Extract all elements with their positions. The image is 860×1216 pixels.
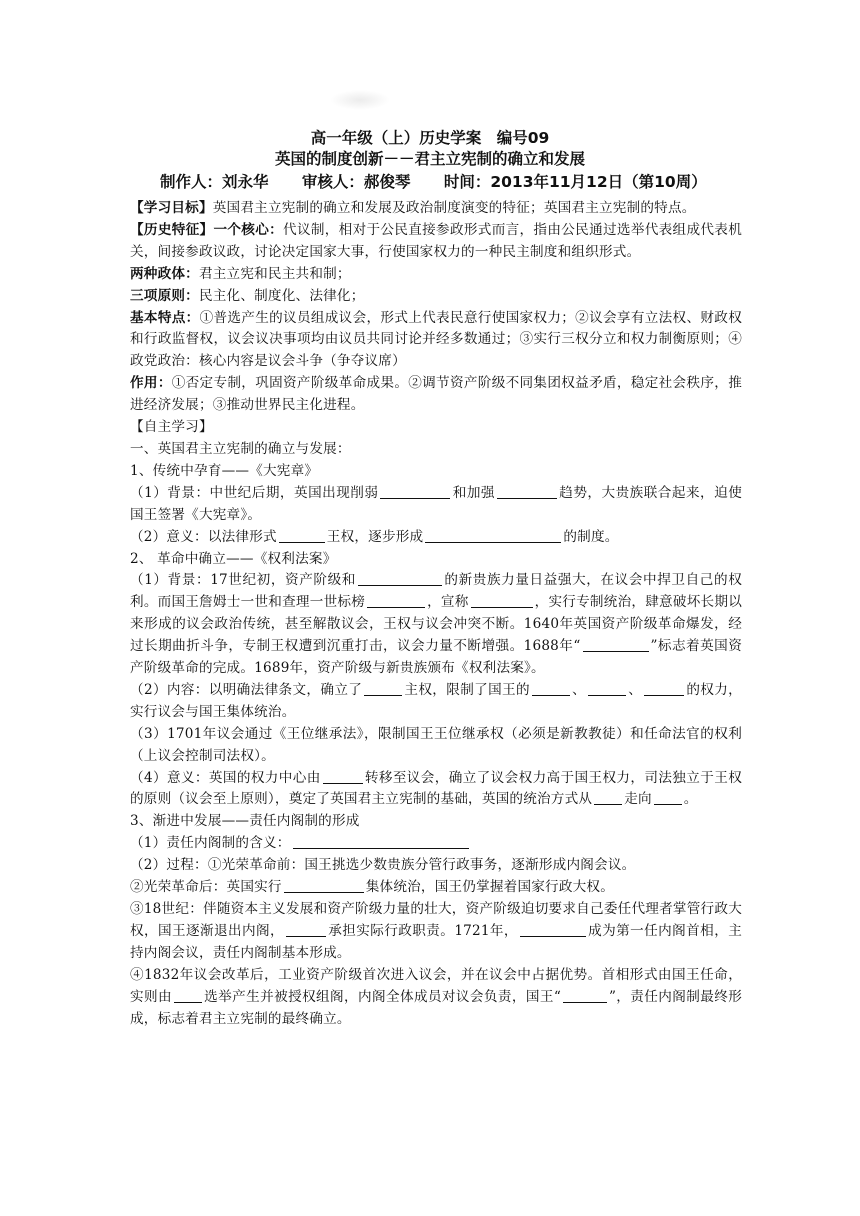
section-1-1-background: （1）背景：中世纪后期，英国出现削弱 和加强 趋势，大贵族联合起来，迫使国王签署《大宪章》。: [130, 484, 742, 523]
fill-blank[interactable]: [588, 681, 626, 696]
three-principles: 三项原则：民主化、制度化、法律化；: [130, 287, 365, 304]
fill-blank[interactable]: [380, 484, 450, 499]
learning-goals: 【学习目标】英国君主立宪制的确立和发展及政治制度演变的特征；英国君主立宪制的特点。: [130, 200, 696, 216]
fill-blank[interactable]: [497, 484, 557, 499]
section-1-3-meaning: （1）责任内阁制的含义：: [130, 833, 742, 855]
fill-blank[interactable]: [286, 922, 326, 937]
lesson-title: 英国的制度创新－－君主立宪制的确立和发展: [274, 150, 585, 168]
section-1-2-succession: （3）1701年议会通过《王位继承法》，限制国王王位继承权（必须是新教教徒）和任命法官的权利（上议会控制司法权）。: [130, 725, 742, 764]
scan-smudge: [330, 90, 390, 110]
fill-blank[interactable]: [471, 593, 533, 608]
basic-features: 基本特点：①普选产生的议员组成议会，形式上代表民意行使国家权力；②议会享有立法权、财政权和行政监督权，议会议决事项均由议员共同讨论并经多数通过；③实行三权分立和权力制衡原则；④政党政治：核心内容是议会斗争（争夺议席）: [130, 309, 743, 370]
self-study-label: 【自主学习】: [130, 419, 213, 436]
fill-blank[interactable]: [279, 528, 325, 543]
section-1-2-significance: （4）意义：英国的权力中心由 转移至议会，确立了议会权力高于国王权力，司法独立于王权的原则（议会至上原则），奠定了英国君主立宪制的基础，英国的统治方式从 走向 。: [130, 769, 742, 808]
fill-blank[interactable]: [532, 681, 570, 696]
section-1-1-heading: 1、传统中孕育——《大宪章》: [130, 462, 319, 479]
section-1-3-heading: 3、渐进中发展——责任内阁制的形成: [130, 813, 360, 830]
section-1-3-1832: ④1832年议会改革后，工业资产阶级首次进入议会，并在议会中占据优势。首相形式由国王任命，实则由 选举产生并被授权组阁，内阁全体成员对议会负责，国王“ ”，责任内阁制最终形成，标志着君主立宪制的最终确立。: [130, 966, 742, 1027]
section-1-2-background: （1）背景：17世纪初，资产阶级和 的新贵族力量日益强大，在议会中捍卫自己的权利。而国王詹姆士一世和查理一世标榜 ，宣称 ，实行专制统治，肆意破坏长期以来形成的议会政治传统，甚至解散议会，王权与议会冲突不断。1640年英国资产阶级革命爆发，经过长期曲折斗争，专制王权遭到沉重打击，议会力量不断增强。1688年“ ”标志着英国资产阶级革命的完成。1689年，资产阶级与新贵族颁布《权利法案》。: [130, 572, 742, 677]
document-body: [130, 198, 742, 1030]
effects: 作用：①否定专制，巩固资产阶级革命成果。②调节资产阶级不同集团权益矛盾，稳定社会秩序，推进经济发展；③推动世界民主化进程。: [130, 375, 742, 414]
section-1-1-significance: （2）意义：以法律形式 王权，逐步形成 的制度。: [130, 528, 619, 545]
section-1-3-process: （2）过程：①光荣革命前：国王挑选少数贵族分管行政事务，逐渐形成内阁会议。: [130, 857, 636, 874]
fill-blank[interactable]: [323, 769, 363, 784]
historical-features: 【历史特征】一个核心：代议制，相对于公民直接参政形式而言，指由公民通过选举代表组成代表机关，间接参政议政，讨论决定国家大事，行使国家权力的一种民主制度和组织形式。: [130, 221, 742, 260]
date: 时间：2013年11月12日（第10周）: [443, 173, 707, 191]
fill-blank[interactable]: [563, 988, 607, 1003]
fill-blank[interactable]: [174, 988, 202, 1003]
section-1-heading: 一、英国君主立宪制的确立与发展：: [130, 440, 351, 457]
section-1-3-18th-century: ③18世纪：伴随资本主义发展和资产阶级力量的壮大，资产阶级迫切要求自己委任代理者掌管行政大权，国王逐渐退出内阁， 承担实际行政职责。1721年， 成为第一任内阁首相，主持内阁会议，责任内阁制基本形成。: [130, 901, 742, 961]
author-line: [160, 170, 800, 192]
fill-blank[interactable]: [583, 637, 649, 652]
fill-blank[interactable]: [367, 593, 425, 608]
fill-blank[interactable]: [425, 528, 561, 543]
fill-blank[interactable]: [654, 790, 682, 805]
document-title: 高一年级（上）历史学案 编号09: [310, 129, 550, 147]
author: 制作人：刘永华: [160, 173, 269, 191]
reviewer: 审核人：郝俊琴: [301, 173, 411, 191]
fill-blank[interactable]: [644, 681, 684, 696]
fill-blank[interactable]: [520, 922, 586, 937]
fill-blank[interactable]: [284, 878, 364, 893]
section-1-2-content: （2）内容：以明确法律条文，确立了 主权，限制了国王的 、 、 的权力，实行议会与国王集体统治。: [130, 681, 742, 720]
fill-blank[interactable]: [594, 790, 622, 805]
fill-blank[interactable]: [358, 571, 442, 586]
section-1-2-heading: 2、 革命中确立——《权利法案》: [130, 550, 337, 567]
fill-blank[interactable]: [293, 834, 469, 849]
section-1-3-after-revolution: ②光荣革命后：英国实行 集体统治，国王仍掌握着国家行政大权。: [130, 879, 615, 896]
two-regimes: 两种政体：君主立宪和民主共和制；: [130, 265, 351, 282]
fill-blank[interactable]: [364, 681, 402, 696]
